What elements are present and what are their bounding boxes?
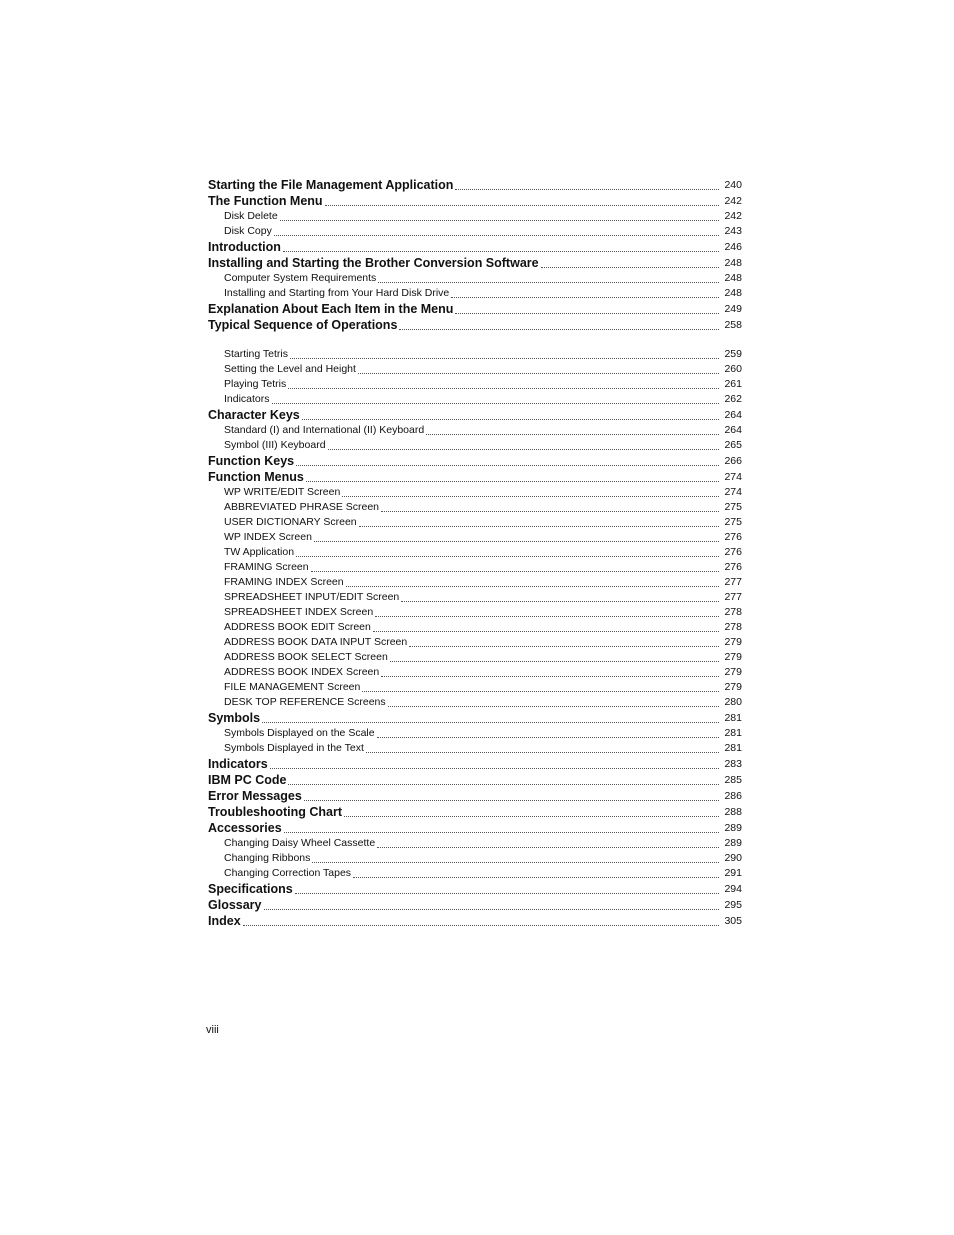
dot-leader: [373, 629, 719, 632]
toc-entry-page: 288: [724, 806, 742, 818]
toc-entry: [208, 209, 742, 224]
toc-entry: [208, 635, 742, 650]
toc-entry-title: DESK TOP REFERENCE Screens: [224, 696, 386, 708]
toc-entry-title: Standard (I) and International (II) Keyboard: [224, 424, 425, 436]
dot-leader: [302, 417, 719, 420]
toc-entry: [208, 741, 742, 756]
toc-entry-page: 281: [724, 742, 742, 754]
toc-entry-page: 276: [724, 531, 742, 543]
toc-entry: [208, 193, 742, 209]
toc-entry: [208, 271, 742, 286]
toc-entry: [208, 575, 742, 590]
toc-entry: [208, 866, 742, 881]
dot-leader: [390, 659, 719, 662]
toc-entry: [208, 788, 742, 804]
toc-entry-page: 289: [724, 837, 742, 849]
toc-entry-title: Playing Tetris: [224, 378, 287, 390]
toc-entry-title: Indicators: [208, 757, 268, 771]
toc-entry-page: 275: [724, 501, 742, 513]
toc-entry: [208, 650, 742, 665]
toc-entry-page: 240: [724, 179, 742, 191]
toc-entry: [208, 772, 742, 788]
toc-entry-title: ADDRESS BOOK DATA INPUT Screen: [224, 636, 408, 648]
dot-leader: [284, 830, 719, 833]
toc-entry-title: Changing Ribbons: [224, 852, 311, 864]
dot-leader: [388, 704, 719, 707]
dot-leader: [426, 432, 719, 435]
dot-leader: [401, 599, 719, 602]
dot-leader: [264, 907, 719, 910]
toc-entry-page: 249: [724, 303, 742, 315]
dot-leader: [296, 554, 719, 557]
toc-entry: [208, 820, 742, 836]
toc-entry-title: WP WRITE/EDIT Screen: [224, 486, 341, 498]
toc-entry: [208, 407, 742, 423]
toc-entry: [208, 469, 742, 485]
toc-entry-page: 248: [724, 257, 742, 269]
toc-entry: [208, 756, 742, 772]
toc-entry: [208, 239, 742, 255]
toc-entry: [208, 423, 742, 438]
dot-leader: [344, 814, 719, 817]
toc-entry-page: 248: [724, 272, 742, 284]
table-of-contents: [208, 177, 742, 929]
toc-entry-page: 259: [724, 348, 742, 360]
toc-entry-title: Typical Sequence of Operations: [208, 318, 398, 332]
toc-entry: [208, 590, 742, 605]
toc-entry-page: 243: [724, 225, 742, 237]
toc-entry: [208, 881, 742, 897]
toc-entry: [208, 485, 742, 500]
toc-entry-title: Changing Correction Tapes: [224, 867, 352, 879]
toc-entry: [208, 515, 742, 530]
toc-entry-page: 258: [724, 319, 742, 331]
toc-entry-title: FILE MANAGEMENT Screen: [224, 681, 361, 693]
toc-entry-page: 242: [724, 195, 742, 207]
toc-entry-title: IBM PC Code: [208, 773, 287, 787]
toc-entry-title: ADDRESS BOOK EDIT Screen: [224, 621, 371, 633]
toc-entry: [208, 255, 742, 271]
dot-leader: [381, 674, 719, 677]
toc-entry-title: SPREADSHEET INDEX Screen: [224, 606, 374, 618]
dot-leader: [272, 401, 719, 404]
dot-leader: [381, 509, 719, 512]
toc-entry-page: 281: [724, 712, 742, 724]
dot-leader: [306, 479, 719, 482]
toc-entry-page: 265: [724, 439, 742, 451]
dot-leader: [377, 845, 719, 848]
toc-entry: [208, 680, 742, 695]
toc-entry: [208, 560, 742, 575]
toc-entry-page: 274: [724, 486, 742, 498]
dot-leader: [377, 735, 719, 738]
toc-entry: [208, 301, 742, 317]
toc-entry-title: Explanation About Each Item in the Menu: [208, 302, 454, 316]
toc-entry-title: Starting the File Management Application: [208, 178, 454, 192]
toc-entry-title: USER DICTIONARY Screen: [224, 516, 357, 528]
toc-entry-page: 264: [724, 424, 742, 436]
dot-leader: [359, 524, 719, 527]
toc-entry: [208, 224, 742, 239]
toc-entry: [208, 851, 742, 866]
toc-entry: [208, 897, 742, 913]
dot-leader: [378, 280, 719, 283]
dot-leader: [314, 539, 719, 542]
toc-entry-page: 278: [724, 606, 742, 618]
dot-leader: [399, 327, 719, 330]
toc-entry-page: 285: [724, 774, 742, 786]
toc-entry-page: 261: [724, 378, 742, 390]
dot-leader: [243, 923, 719, 926]
dot-leader: [270, 766, 719, 769]
toc-entry: [208, 377, 742, 392]
dot-leader: [353, 875, 719, 878]
toc-entry-page: 281: [724, 727, 742, 739]
toc-entry-page: 279: [724, 681, 742, 693]
toc-entry: [208, 695, 742, 710]
toc-entry-page: 280: [724, 696, 742, 708]
toc-entry-title: Symbols Displayed on the Scale: [224, 727, 375, 739]
toc-entry: [208, 530, 742, 545]
toc-entry-page: 291: [724, 867, 742, 879]
toc-entry-page: 290: [724, 852, 742, 864]
toc-entry-page: 260: [724, 363, 742, 375]
dot-leader: [288, 782, 719, 785]
toc-entry-title: TW Application: [224, 546, 295, 558]
toc-entry-title: Indicators: [224, 393, 270, 405]
toc-entry: [208, 317, 742, 333]
dot-leader: [288, 386, 719, 389]
toc-entry-title: FRAMING INDEX Screen: [224, 576, 344, 588]
toc-entry-page: 242: [724, 210, 742, 222]
toc-entry: [208, 605, 742, 620]
toc-entry-title: ABBREVIATED PHRASE Screen: [224, 501, 380, 513]
toc-entry-page: 279: [724, 666, 742, 678]
toc-entry: [208, 438, 742, 453]
toc-entry: [208, 545, 742, 560]
toc-entry-title: Changing Daisy Wheel Cassette: [224, 837, 376, 849]
dot-leader: [296, 463, 719, 466]
toc-entry-page: 264: [724, 409, 742, 421]
toc-entry-title: Specifications: [208, 882, 293, 896]
toc-entry-title: ADDRESS BOOK INDEX Screen: [224, 666, 380, 678]
toc-entry: [208, 836, 742, 851]
toc-entry: [208, 665, 742, 680]
toc-entry-title: The Function Menu: [208, 194, 323, 208]
toc-entry: [208, 347, 742, 362]
dot-leader: [328, 447, 719, 450]
dot-leader: [274, 233, 719, 236]
toc-entry-title: Error Messages: [208, 789, 302, 803]
toc-entry-title: Disk Delete: [224, 210, 278, 222]
dot-leader: [346, 584, 719, 587]
toc-entry: [208, 620, 742, 635]
toc-entry-title: SPREADSHEET INPUT/EDIT Screen: [224, 591, 400, 603]
toc-entry-title: Troubleshooting Chart: [208, 805, 343, 819]
toc-entry-title: Index: [208, 914, 241, 928]
toc-entry-title: Glossary: [208, 898, 262, 912]
toc-entry-title: Starting Tetris: [224, 348, 288, 360]
toc-entry-page: 274: [724, 471, 742, 483]
dot-leader: [541, 265, 719, 268]
toc-entry-page: 279: [724, 636, 742, 648]
toc-entry: [208, 453, 742, 469]
toc-entry-page: 279: [724, 651, 742, 663]
toc-entry-page: 246: [724, 241, 742, 253]
toc-entry-title: FRAMING Screen: [224, 561, 309, 573]
toc-entry-title: Setting the Level and Height: [224, 363, 356, 375]
toc-entry-page: 262: [724, 393, 742, 405]
dot-leader: [290, 356, 719, 359]
dot-leader: [311, 569, 719, 572]
toc-entry-title: Character Keys: [208, 408, 300, 422]
toc-entry: [208, 500, 742, 515]
toc-entry-page: 305: [724, 915, 742, 927]
toc-entry-title: WP INDEX Screen: [224, 531, 312, 543]
toc-entry-page: 276: [724, 561, 742, 573]
toc-entry-title: Function Keys: [208, 454, 295, 468]
toc-entry-title: Computer System Requirements: [224, 272, 377, 284]
toc-entry-page: 248: [724, 287, 742, 299]
toc-entry: [208, 362, 742, 377]
toc-entry: [208, 177, 742, 193]
toc-entry-title: Disk Copy: [224, 225, 272, 237]
toc-entry-title: Accessories: [208, 821, 282, 835]
toc-entry-page: 276: [724, 546, 742, 558]
toc-entry-page: 294: [724, 883, 742, 895]
toc-entry-page: 278: [724, 621, 742, 633]
toc-entry: [208, 392, 742, 407]
toc-entry-page: 283: [724, 758, 742, 770]
dot-leader: [455, 187, 719, 190]
dot-leader: [455, 311, 719, 314]
toc-entry-page: 266: [724, 455, 742, 467]
dot-leader: [375, 614, 719, 617]
toc-entry-title: Introduction: [208, 240, 281, 254]
dot-leader: [312, 860, 719, 863]
dot-leader: [358, 371, 719, 374]
toc-entry-page: 277: [724, 591, 742, 603]
toc-entry: [208, 286, 742, 301]
toc-entry: [208, 726, 742, 741]
dot-leader: [304, 798, 719, 801]
toc-entry-title: Symbols Displayed in the Text: [224, 742, 364, 754]
dot-leader: [262, 720, 719, 723]
dot-leader: [280, 218, 719, 221]
dot-leader: [409, 644, 719, 647]
toc-entry-title: ADDRESS BOOK SELECT Screen: [224, 651, 388, 663]
dot-leader: [295, 891, 719, 894]
toc-entry: [208, 913, 742, 929]
toc-entry: [208, 804, 742, 820]
dot-leader: [283, 249, 719, 252]
dot-leader: [342, 494, 719, 497]
page-number: viii: [206, 1024, 219, 1036]
toc-entry-title: Installing and Starting from Your Hard Disk Drive: [224, 287, 450, 299]
toc-entry-title: Symbol (III) Keyboard: [224, 439, 326, 451]
toc-entry-page: 277: [724, 576, 742, 588]
dot-leader: [362, 689, 719, 692]
dot-leader: [451, 295, 719, 298]
toc-entry-title: Symbols: [208, 711, 261, 725]
dot-leader: [325, 203, 719, 206]
toc-entry-title: Installing and Starting the Brother Conversion Software: [208, 256, 539, 270]
toc-entry-page: 286: [724, 790, 742, 802]
toc-entry: [208, 710, 742, 726]
toc-entry-page: 289: [724, 822, 742, 834]
toc-entry-page: 275: [724, 516, 742, 528]
toc-entry-page: 295: [724, 899, 742, 911]
dot-leader: [366, 750, 719, 753]
toc-entry-title: Function Menus: [208, 470, 304, 484]
